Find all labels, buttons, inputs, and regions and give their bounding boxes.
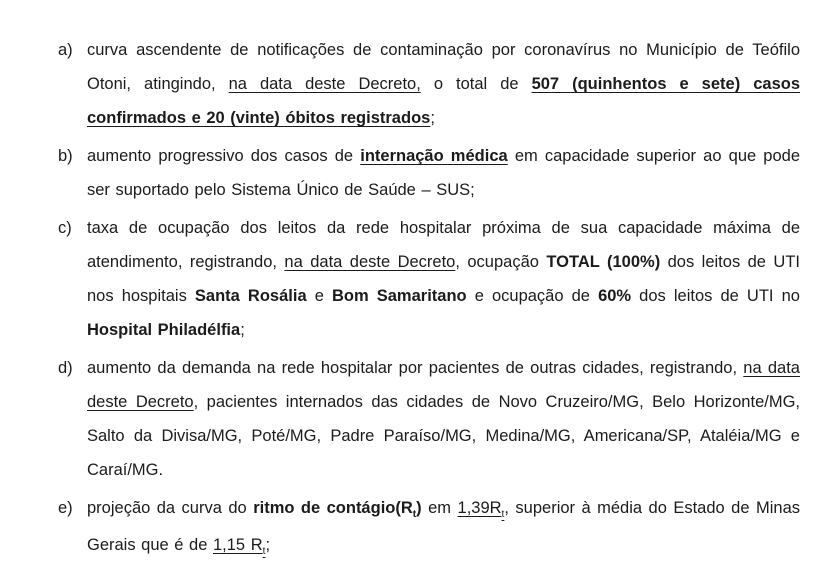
text-run: 60% (598, 287, 632, 305)
text-run: t (501, 509, 505, 520)
text-run: Bom Samaritano (331, 287, 467, 305)
item-label: d) (58, 359, 73, 377)
decree-item-a (58, 33, 800, 135)
text-run: TOTAL (100%) (546, 253, 661, 271)
text-run: dos leitos de UTI nos hospitais (87, 253, 801, 305)
text-run: em (421, 499, 458, 517)
text-run: projeção da curva do (87, 499, 254, 517)
text-run: aumento progressivo dos casos de (87, 147, 361, 165)
text-run: Hospital Philadélfia (87, 321, 241, 339)
item-label: c) (58, 219, 72, 237)
text-run: , pacientes internados das cidades de Novo Cruzeiro/MG, Belo Horizonte/MG, Salto da Divisa/MG, Poté/MG, Padre Paraíso/MG, Medina/MG, Americana/SP, Ataléia/MG e Caraí/MG. (87, 393, 800, 479)
text-run: e (306, 287, 332, 305)
item-label: e) (58, 499, 73, 517)
text-run: 507 (quinhentos e sete) casos confirmados e 20 (vinte) óbitos registrados (87, 75, 800, 127)
text-run: 1,39R (457, 499, 502, 517)
text-run: e ocupação de (466, 287, 599, 305)
item-label: a) (58, 41, 73, 59)
text-run: o total de (420, 75, 532, 93)
text-run: ) (416, 499, 422, 517)
text-run: na data deste Decreto (284, 253, 456, 271)
text-run: , superior à média do Estado de Minas Gerais que é de (87, 499, 800, 554)
text-run: t (412, 509, 417, 520)
text-run: taxa de ocupação dos leitos da rede hospitalar próxima de sua capacidade máxima de atendimento, registrando, (87, 219, 800, 271)
text-run: , ocupação (455, 253, 547, 271)
text-run: ; (240, 321, 245, 339)
text-run: curva ascendente de notificações de contaminação por coronavírus no Município de Teófilo Otoni, atingindo, (87, 41, 800, 93)
decree-item-d (58, 351, 800, 487)
text-run: ritmo de contágio(R (253, 499, 413, 517)
text-run: na data deste Decreto, (228, 75, 421, 93)
decree-item-b (58, 139, 800, 207)
text-run: aumento da demanda na rede hospitalar por pacientes de outras cidades, registrando, (87, 359, 744, 377)
text-run: Santa Rosália (194, 287, 307, 305)
text-run: em capacidade superior ao que pode ser suportado pelo Sistema Único de Saúde – SUS; (87, 147, 801, 199)
text-run: ; (430, 109, 435, 127)
text-run: internação médica (360, 147, 508, 165)
text-run: na data deste Decreto (87, 359, 800, 411)
text-run: t (262, 546, 266, 557)
decree-item-c (58, 211, 800, 347)
text-run: dos leitos de UTI no (631, 287, 800, 305)
text-run: 1,15 R (213, 536, 263, 554)
decree-item-e (58, 491, 800, 565)
item-label: b) (58, 147, 73, 165)
text-run: ; (265, 536, 271, 554)
